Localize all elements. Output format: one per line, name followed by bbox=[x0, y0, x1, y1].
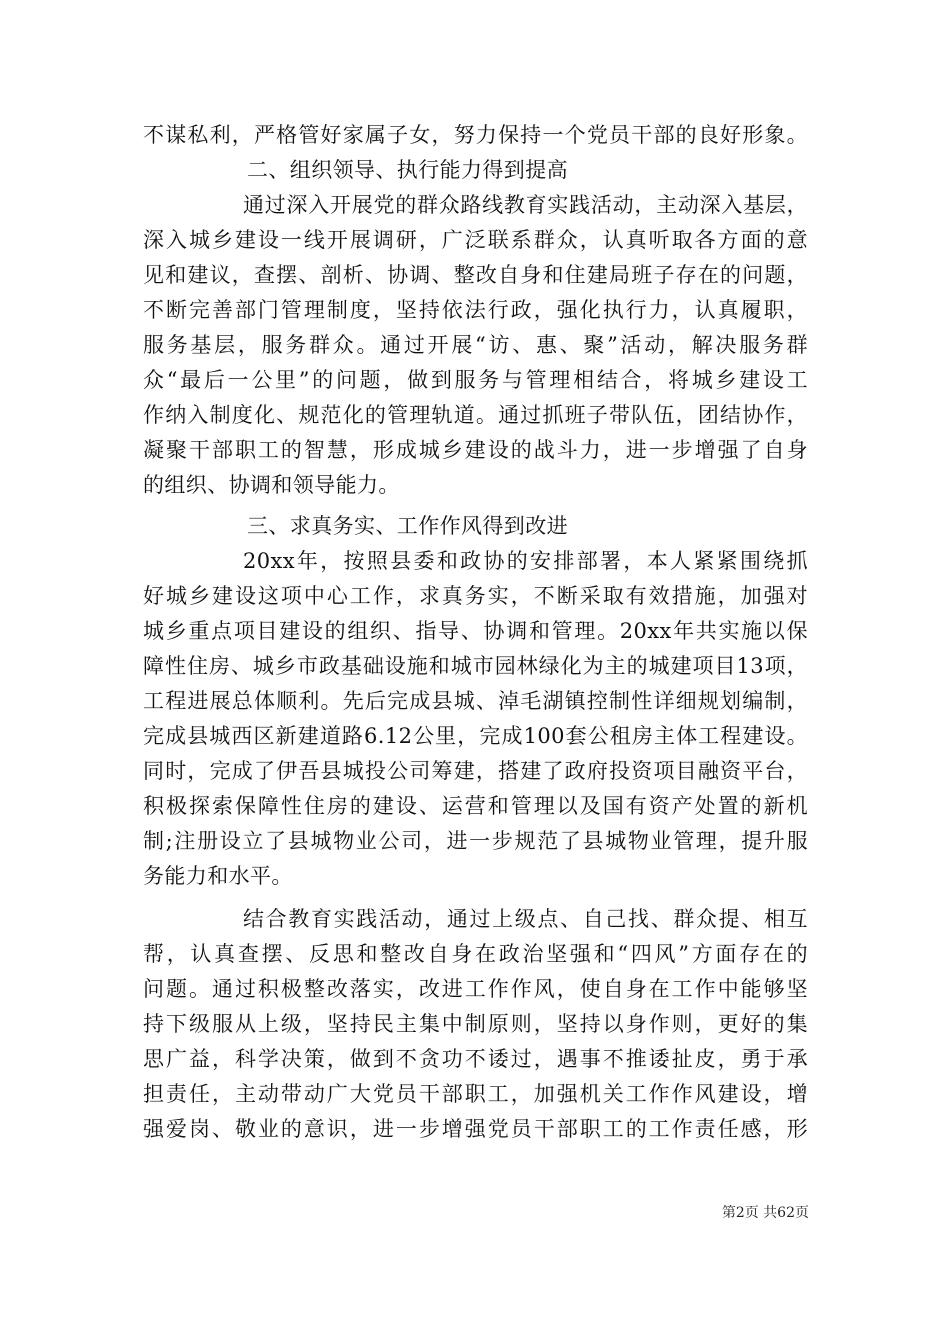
text-line: 帮，认真查摆、反思和整改自身在政治坚强和“四风”方面存在的 bbox=[143, 942, 808, 966]
text-line: 务能力和水平。 bbox=[143, 864, 293, 888]
document-body bbox=[143, 118, 808, 1147]
section-heading-3: 三、求真务实、工作作风得到改进 bbox=[247, 514, 568, 538]
text-line: 见和建议，查摆、剖析、协调、整改自身和住建局班子存在的问题， bbox=[143, 263, 808, 287]
text-line: 不断完善部门管理制度，坚持依法行政，强化执行力，认真履职， bbox=[143, 298, 808, 322]
text-line: 工程进展总体顺利。先后完成县城、淖毛湖镇控制性详细规划编制， bbox=[143, 689, 808, 713]
text-line: 强爱岗、敬业的意识，进一步增强党员干部职工的工作责任感，形 bbox=[143, 1117, 808, 1141]
text-line: 的组织、协调和领导能力。 bbox=[143, 473, 400, 497]
text-line: 持下级服从上级，坚持民主集中制原则，坚持以身作则，更好的集 bbox=[143, 1012, 808, 1036]
text-line: 凝聚干部职工的智慧，形成城乡建设的战斗力，进一步增强了自身 bbox=[143, 438, 808, 462]
text-line: 城乡重点项目建设的组织、指导、协调和管理。20xx年共实施以保 bbox=[143, 619, 808, 643]
text-line: 思广益，科学决策，做到不贪功不诿过，遇事不推诿扯皮，勇于承 bbox=[143, 1047, 808, 1071]
section-heading-2: 二、组织领导、执行能力得到提高 bbox=[247, 158, 568, 182]
text-line: 不谋私利，严格管好家属子女，努力保持一个党员干部的良好形象。 bbox=[143, 123, 808, 147]
text-line: 完成县城西区新建道路6.12公里，完成100套公租房主体工程建设。 bbox=[143, 724, 808, 748]
text-line: 担责任，主动带动广大党员干部职工，加强机关工作作风建设，增 bbox=[143, 1082, 808, 1106]
text-line: 问题。通过积极整改落实，改进工作作风，使自身在工作中能够坚 bbox=[143, 977, 808, 1001]
text-line: 制;注册设立了县城物业公司，进一步规范了县城物业管理，提升服 bbox=[143, 829, 808, 853]
text-line: 深入城乡建设一线开展调研，广泛联系群众，认真听取各方面的意 bbox=[143, 228, 808, 252]
text-line: 好城乡建设这项中心工作，求真务实，不断采取有效措施，加强对 bbox=[143, 584, 808, 608]
paragraph-first-line: 结合教育实践活动，通过上级点、自己找、群众提、相互 bbox=[243, 907, 808, 931]
paragraph-first-line: 20xx年，按照县委和政协的安排部署，本人紧紧围绕抓 bbox=[243, 549, 808, 573]
text-line: 障性住房、城乡市政基础设施和城市园林绿化为主的城建项目13项， bbox=[143, 654, 808, 678]
paragraph-first-line: 通过深入开展党的群众路线教育实践活动，主动深入基层， bbox=[243, 193, 808, 217]
page-number-footer: 第2页 共62页 bbox=[721, 1205, 809, 1221]
text-line: 服务基层，服务群众。通过开展“访、惠、聚”活动，解决服务群 bbox=[143, 333, 808, 357]
text-line: 积极探索保障性住房的建设、运营和管理以及国有资产处置的新机 bbox=[143, 794, 808, 818]
text-line: 众“最后一公里”的问题，做到服务与管理相结合，将城乡建设工 bbox=[143, 368, 808, 392]
text-line: 作纳入制度化、规范化的管理轨道。通过抓班子带队伍，团结协作， bbox=[143, 403, 808, 427]
text-line: 同时，完成了伊吾县城投公司筹建，搭建了政府投资项目融资平台， bbox=[143, 759, 808, 783]
